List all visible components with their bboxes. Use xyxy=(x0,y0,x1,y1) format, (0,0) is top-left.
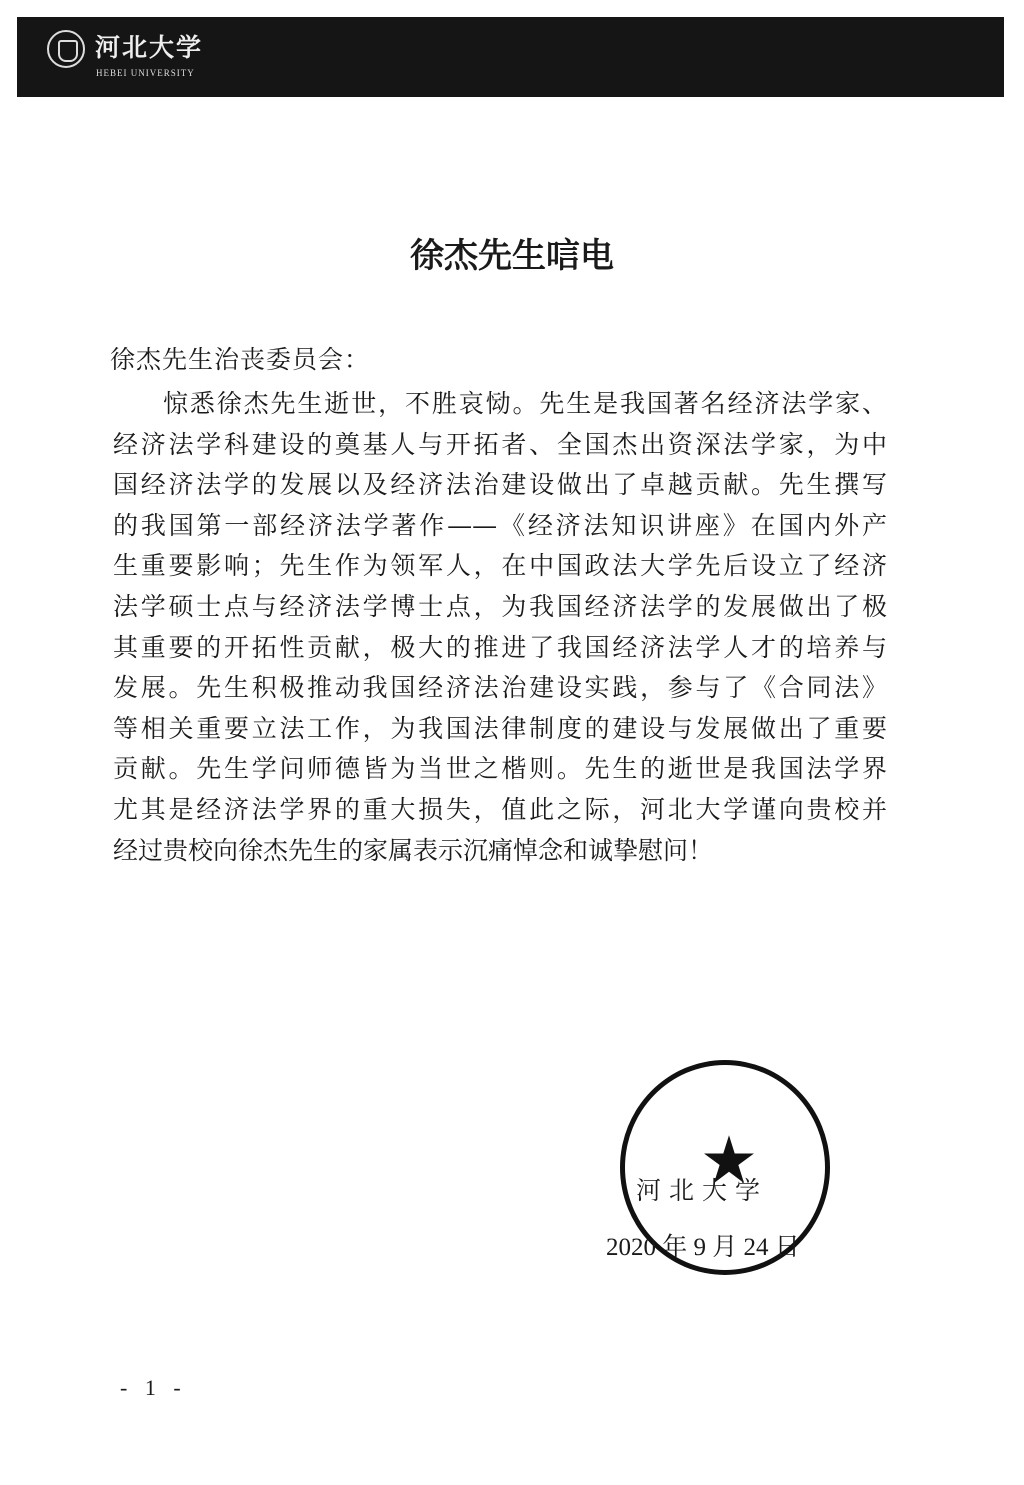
university-seal-icon xyxy=(47,30,85,68)
body-line: 国经济法学的发展以及经济法治建设做出了卓越贡献。先生撰写 xyxy=(113,470,887,500)
page-number: - 1 - xyxy=(120,1375,187,1400)
body-line: 经过贵校向徐杰先生的家属表示沉痛悼念和诚挚慰问！ xyxy=(113,835,714,865)
body-line: 等相关重要立法工作，为我国法律制度的建设与发展做出了重要 xyxy=(113,713,887,743)
logo-chinese-name: 河北大学 xyxy=(95,33,204,62)
signature-date: 2020 年 9 月 24 日 xyxy=(606,1234,800,1261)
document-title: 徐杰先生唁电 xyxy=(410,236,614,276)
body-line: 经济法学科建设的奠基人与开拓者、全国杰出资深法学家，为中 xyxy=(113,429,887,459)
body-line: 惊悉徐杰先生逝世，不胜哀恸。先生是我国著名经济法学家、 xyxy=(163,389,887,418)
signer-name: 河北大学 xyxy=(636,1176,769,1205)
body-line: 生重要影响；先生作为领军人，在中国政法大学先后设立了经济 xyxy=(113,551,887,581)
salutation: 徐杰先生治丧委员会： xyxy=(110,345,371,374)
body-line: 的我国第一部经济法学著作——《经济法知识讲座》在国内外产 xyxy=(113,510,887,540)
body-line: 法学硕士点与经济法学博士点，为我国经济法学的发展做出了极 xyxy=(113,591,887,621)
logo-english-name: HEBEI UNIVERSITY xyxy=(96,68,195,78)
body-line: 贡献。先生学问师德皆为当世之楷则。先生的逝世是我国法学界 xyxy=(113,754,887,784)
body-line: 其重要的开拓性贡献，极大的推进了我国经济法学人才的培养与 xyxy=(113,632,887,662)
letterhead-banner xyxy=(17,17,1004,97)
letter-body xyxy=(113,384,887,871)
body-line: 尤其是经济法学界的重大损失，值此之际，河北大学谨向贵校并 xyxy=(113,794,887,824)
body-line: 发展。先生积极推动我国经济法治建设实践，参与了《合同法》 xyxy=(113,673,887,703)
